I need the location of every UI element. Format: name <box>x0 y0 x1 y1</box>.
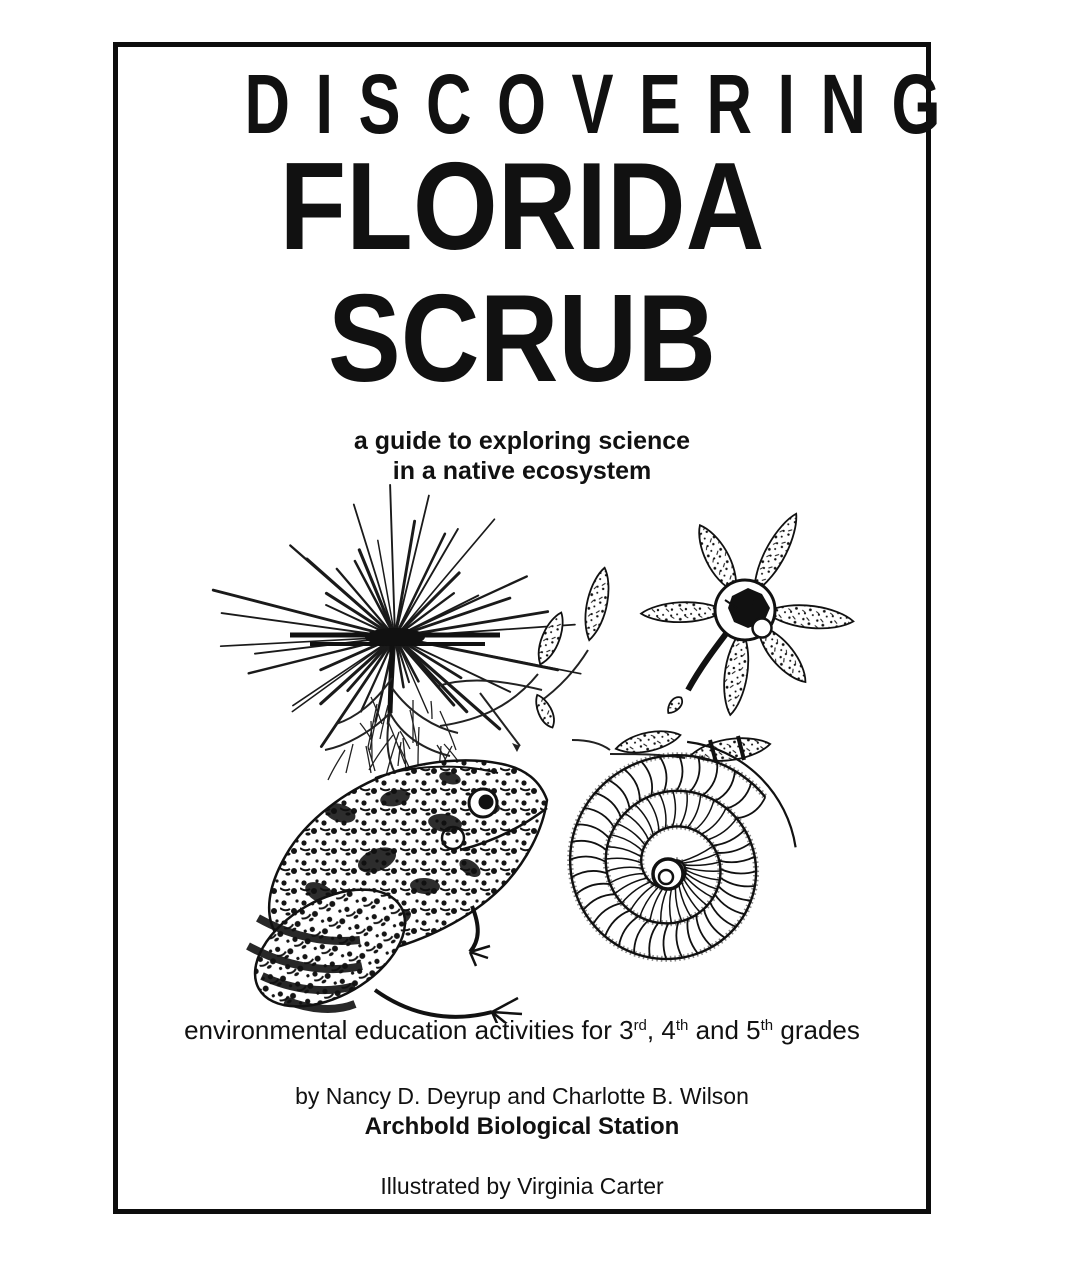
grade-5-suffix: th <box>760 1017 774 1034</box>
grades-line: environmental education activities for 3rd, 4th and 5th grades <box>184 1015 860 1045</box>
snail-shell-illustration <box>570 742 796 959</box>
subtitle <box>118 426 926 486</box>
title-discovering: DISCOVERING <box>244 57 967 151</box>
cover-border-frame <box>113 42 967 1214</box>
illustration-cluster <box>140 478 900 1023</box>
title-scrub: SCRUB <box>328 270 716 408</box>
frog-illustration <box>235 760 547 1023</box>
grades-text: environmental education activities for 3 <box>184 1015 634 1045</box>
subtitle-line-1: a guide to exploring science <box>353 427 691 455</box>
subtitle-line-2: in a native ecosystem <box>392 457 652 485</box>
palmetto-plant-illustration <box>213 485 581 780</box>
illustrator-line: Illustrated by Virginia Carter <box>380 1173 664 1199</box>
title-florida: FLORIDA <box>279 138 765 276</box>
authors-line: by Nancy D. Deyrup and Charlotte B. Wilson <box>295 1083 749 1109</box>
affiliation-line: Archbold Biological Station <box>364 1113 680 1140</box>
frog-pupil <box>479 795 494 810</box>
frog-foot <box>375 990 492 1017</box>
lichen-flower-illustration <box>641 509 855 716</box>
grade-4-suffix: th <box>675 1017 689 1034</box>
grade-3-suffix: rd <box>633 1017 647 1034</box>
